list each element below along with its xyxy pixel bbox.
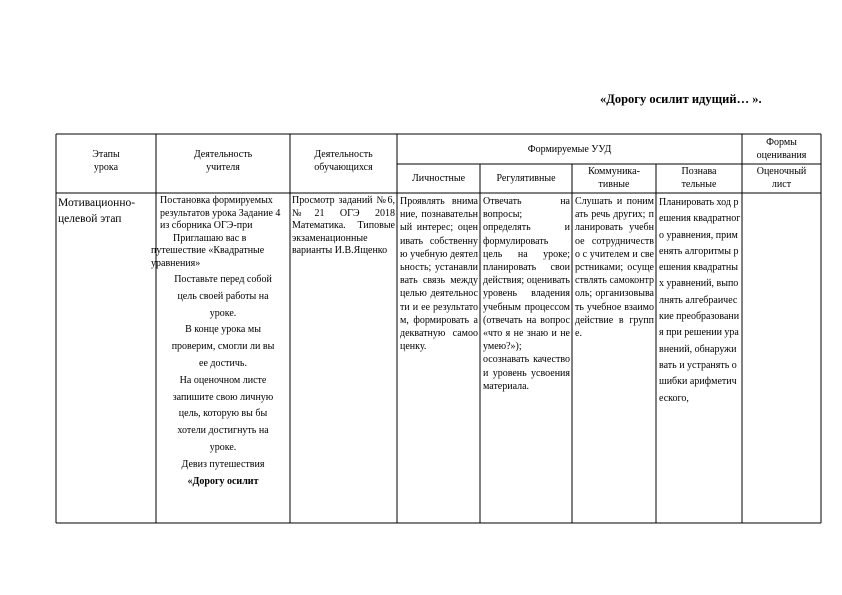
header-students-line2: обучающихся	[314, 162, 373, 173]
row-personal	[400, 195, 478, 521]
header-regulatory	[480, 172, 572, 185]
header-teacher-line2: учителя	[206, 162, 240, 173]
row-regulatory	[483, 195, 570, 521]
header-teacher-line1: Деятельность	[193, 149, 253, 160]
header-stage-line1: Этапы	[92, 149, 120, 160]
row-sheet	[744, 195, 819, 521]
row-stage	[58, 195, 155, 521]
header-communicative	[572, 165, 656, 191]
header-cognitive-line2: тельные	[681, 179, 717, 190]
teacher-line-sheet: На оценочном листе запишите свою личную цель, которую вы бы хотели достигнуть на уроке.	[172, 374, 274, 453]
header-cognitive	[656, 165, 742, 191]
header-uud-text: Формируемые УУД	[527, 144, 612, 155]
header-personal-text: Личностные	[411, 173, 466, 184]
teacher-line-check: В конце урока мы проверим, смогли ли вы ее достичь.	[171, 324, 275, 369]
header-forms-line2: оценивания	[756, 150, 807, 161]
teacher-line-goal: Поставьте перед собой цель своей работы на уроке.	[174, 274, 272, 319]
header-uud	[397, 143, 742, 156]
header-sheet-line2: лист	[771, 179, 792, 190]
header-forms-line1: Формы	[766, 137, 797, 148]
row-students	[292, 195, 395, 521]
row-teacher	[151, 195, 289, 522]
teacher-invite-text: Приглашаю вас в путешествие «Квадратные уравнения»	[151, 232, 265, 269]
row-communicative	[575, 195, 654, 521]
header-personal	[397, 172, 480, 185]
header-teacher	[156, 148, 290, 174]
teacher-main-text: Постановка формируемых результатов урока Задание 4 из сборника ОГЭ-при	[160, 195, 281, 231]
header-communicative-line1: Коммуника-	[588, 166, 640, 177]
regulatory-text: Отвечать на вопросы; определять и формулировать цель на уроке; планировать свои действия; оценивать уровень владения учебным процессом (отвечать на вопрос «что я не знаю и не умею?»); осознавать качество и уровень усвоения материала.	[483, 196, 570, 392]
header-stage	[56, 148, 156, 174]
teacher-instructions	[157, 272, 289, 490]
row-cognitive	[659, 195, 741, 523]
header-students	[290, 148, 397, 174]
header-forms	[742, 136, 821, 162]
teacher-line-motto: «Дорогу осилит	[187, 475, 259, 487]
cognitive-text: Планировать ход решения квадратного уравнения, применять алгоритмы решения квадратных уравнений, выполнять алгебраические преобразования при решении уравнений, обнаруживать и устранять ошибки арифметического,	[659, 197, 741, 404]
communicative-text: Слушать и понимать речь других; планировать учебное сотрудничество с учителем и сверстниками; осуществлять самоконтроль; организовывать учебное взаимодействие в группе.	[575, 196, 654, 340]
header-communicative-line2: тивные	[598, 179, 630, 190]
teacher-line-motto-label: Девиз путешествия	[181, 458, 265, 470]
students-text: Просмотр заданий №6, №21 ОГЭ 2018 Математика. Типовые экзаменационные варианты И.В.Ященко	[292, 195, 395, 256]
header-stage-line2: урока	[93, 162, 119, 173]
row-stage-text: Мотивационно-целевой этап	[58, 197, 136, 225]
personal-text: Проявлять внимание, познавательный интерес; оценивать собственную учебную деятельность; устанавливать связь между целью деятельности и ее результатом, формировать адекватную самооценку.	[400, 196, 478, 353]
lesson-motto: «Дорогу осилит идущий… ».	[600, 92, 762, 106]
header-cognitive-line1: Познава	[681, 166, 717, 177]
header-regulatory-text: Регулятивные	[496, 173, 556, 184]
header-students-line1: Деятельность	[314, 149, 373, 160]
header-sheet	[742, 165, 821, 191]
header-sheet-line1: Оценочный	[756, 166, 807, 177]
